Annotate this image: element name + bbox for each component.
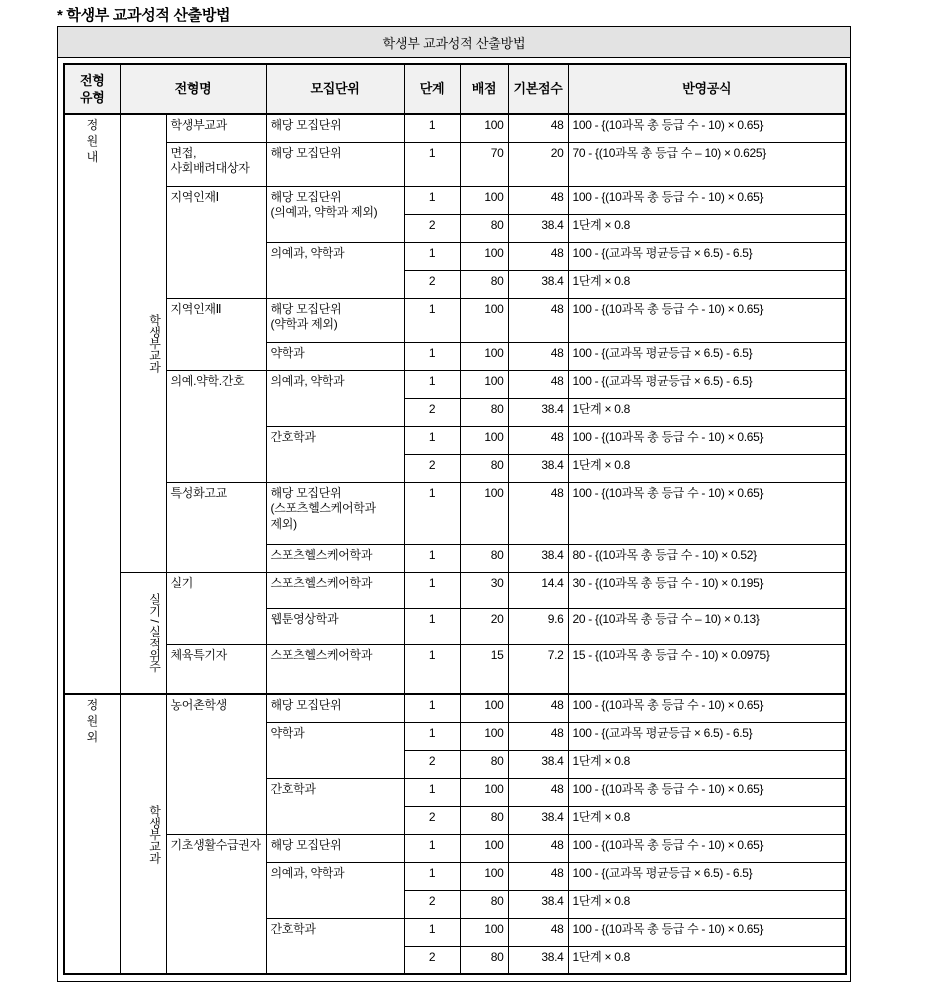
base-score-cell: 38.4: [508, 270, 568, 298]
base-score-cell: 38.4: [508, 398, 568, 426]
table-caption-text: 학생부 교과성적 산출방법: [382, 35, 526, 51]
admission-type-char: 외: [86, 729, 98, 744]
points-cell: 15: [460, 644, 508, 694]
stage-cell: 2: [404, 398, 460, 426]
formula-cell: 100 - {(10과목 총 등급 수 - 10) × 0.65}: [568, 778, 846, 806]
base-score-cell: 48: [508, 862, 568, 890]
stage-cell: 1: [404, 862, 460, 890]
base-score-cell: 48: [508, 778, 568, 806]
formula-cell: 100 - {(교과목 평균등급 × 6.5) - 6.5}: [568, 722, 846, 750]
base-score-cell: 48: [508, 482, 568, 544]
stage-cell: 1: [404, 342, 460, 370]
formula-cell: 20 - {(10과목 총 등급 수 – 10) × 0.13}: [568, 608, 846, 644]
stage-cell: 1: [404, 572, 460, 608]
stage-cell: 1: [404, 778, 460, 806]
points-cell: 100: [460, 722, 508, 750]
admission-name-cell: 기초생활수급권자: [166, 834, 266, 974]
formula-cell: 1단계 × 0.8: [568, 454, 846, 482]
admission-name-cell: 학생부교과: [166, 114, 266, 142]
header-admission-name: 전형명: [120, 64, 266, 114]
points-cell: 100: [460, 482, 508, 544]
admission-name-cell: 체육특기자: [166, 644, 266, 694]
points-cell: 100: [460, 694, 508, 722]
admission-group-label-text: 학생부교과: [147, 313, 162, 373]
recruit-unit-cell: 의예과, 약학과: [266, 862, 404, 918]
points-cell: 100: [460, 114, 508, 142]
recruit-unit-cell: 간호학과: [266, 918, 404, 974]
formula-cell: 1단계 × 0.8: [568, 214, 846, 242]
base-score-cell: 48: [508, 242, 568, 270]
recruit-unit-cell: 해당 모집단위: [266, 834, 404, 862]
stage-cell: 1: [404, 114, 460, 142]
points-cell: 100: [460, 426, 508, 454]
formula-cell: 100 - {(10과목 총 등급 수 - 10) × 0.65}: [568, 918, 846, 946]
formula-cell: 100 - {(10과목 총 등급 수 - 10) × 0.65}: [568, 114, 846, 142]
recruit-unit-cell: 의예과, 약학과: [266, 242, 404, 298]
formula-cell: 100 - {(10과목 총 등급 수 - 10) × 0.65}: [568, 694, 846, 722]
stage-cell: 2: [404, 750, 460, 778]
formula-cell: 70 - {(10과목 총 등급 수 – 10) × 0.625}: [568, 142, 846, 186]
stage-cell: 1: [404, 186, 460, 214]
points-cell: 100: [460, 834, 508, 862]
recruit-unit-cell: 간호학과: [266, 778, 404, 834]
points-cell: 80: [460, 750, 508, 778]
stage-cell: 2: [404, 454, 460, 482]
base-score-cell: 48: [508, 298, 568, 342]
recruit-unit-cell: 약학과: [266, 342, 404, 370]
points-cell: 100: [460, 778, 508, 806]
table-caption: [58, 27, 850, 58]
header-base-score: 기본점수: [508, 64, 568, 114]
table-header-row: [64, 64, 846, 114]
stage-cell: 1: [404, 694, 460, 722]
admission-name-cell: 지역인재Ⅱ: [166, 298, 266, 370]
stage-cell: 1: [404, 644, 460, 694]
header-admission-type-line1: 전형: [79, 72, 105, 88]
stage-cell: 1: [404, 722, 460, 750]
formula-cell: 30 - {(10과목 총 등급 수 - 10) × 0.195}: [568, 572, 846, 608]
header-admission-type: [64, 64, 120, 114]
formula-cell: 100 - {(교과목 평균등급 × 6.5) - 6.5}: [568, 370, 846, 398]
page-title: * 학생부 교과성적 산출방법: [57, 7, 231, 24]
points-cell: 80: [460, 270, 508, 298]
table-outer-frame: [57, 26, 851, 982]
table-row: [64, 142, 846, 186]
base-score-cell: 48: [508, 186, 568, 214]
table-row: [64, 572, 846, 608]
formula-cell: 100 - {(교과목 평균등급 × 6.5) - 6.5}: [568, 242, 846, 270]
points-cell: 80: [460, 454, 508, 482]
recruit-unit-cell: 스포츠헬스케어학과: [266, 544, 404, 572]
stage-cell: 2: [404, 270, 460, 298]
base-score-cell: 48: [508, 722, 568, 750]
recruit-unit-cell: 간호학과: [266, 426, 404, 482]
admission-type-cell: [64, 694, 120, 974]
points-cell: 100: [460, 370, 508, 398]
points-cell: 100: [460, 862, 508, 890]
formula-cell: 1단계 × 0.8: [568, 946, 846, 974]
stage-cell: 2: [404, 890, 460, 918]
admission-group-label-text: 학생부교과: [147, 804, 162, 864]
admission-type-char: 정: [86, 698, 98, 712]
formula-cell: 100 - {(10과목 총 등급 수 - 10) × 0.65}: [568, 482, 846, 544]
table-row: [64, 482, 846, 544]
base-score-cell: 38.4: [508, 750, 568, 778]
header-points: 배점: [460, 64, 508, 114]
recruit-unit-cell: 해당 모집단위 (약학과 제외): [266, 298, 404, 342]
points-cell: 100: [460, 298, 508, 342]
base-score-cell: 7.2: [508, 644, 568, 694]
admission-group-label: [120, 572, 166, 694]
admission-score-table: [63, 63, 847, 975]
base-score-cell: 48: [508, 834, 568, 862]
base-score-cell: 14.4: [508, 572, 568, 608]
recruit-unit-cell: 스포츠헬스케어학과: [266, 572, 404, 608]
base-score-cell: 38.4: [508, 454, 568, 482]
admission-type-cell: [64, 114, 120, 694]
points-cell: 100: [460, 186, 508, 214]
base-score-cell: 48: [508, 342, 568, 370]
base-score-cell: 38.4: [508, 214, 568, 242]
formula-cell: 100 - {(10과목 총 등급 수 - 10) × 0.65}: [568, 426, 846, 454]
formula-cell: 1단계 × 0.8: [568, 890, 846, 918]
points-cell: 80: [460, 890, 508, 918]
header-stage: 단계: [404, 64, 460, 114]
points-cell: 100: [460, 342, 508, 370]
admission-name-cell: 농어촌학생: [166, 694, 266, 834]
points-cell: 30: [460, 572, 508, 608]
header-admission-type-line2: 유형: [79, 90, 105, 105]
admission-name-cell: 특성화고교: [166, 482, 266, 572]
admission-name-cell: 의예.약학.간호: [166, 370, 266, 482]
base-score-cell: 48: [508, 918, 568, 946]
formula-cell: 100 - {(10과목 총 등급 수 - 10) × 0.65}: [568, 298, 846, 342]
formula-cell: 100 - {(교과목 평균등급 × 6.5) - 6.5}: [568, 862, 846, 890]
header-formula: 반영공식: [568, 64, 846, 114]
base-score-cell: 48: [508, 694, 568, 722]
stage-cell: 1: [404, 242, 460, 270]
table-row: [64, 370, 846, 398]
admission-group-label: [120, 114, 166, 572]
formula-cell: 100 - {(10과목 총 등급 수 - 10) × 0.65}: [568, 834, 846, 862]
formula-cell: 100 - {(10과목 총 등급 수 - 10) × 0.65}: [568, 186, 846, 214]
stage-cell: 2: [404, 946, 460, 974]
base-score-cell: 48: [508, 426, 568, 454]
recruit-unit-cell: 해당 모집단위: [266, 694, 404, 722]
recruit-unit-cell: 스포츠헬스케어학과: [266, 644, 404, 694]
points-cell: 80: [460, 806, 508, 834]
formula-cell: 1단계 × 0.8: [568, 270, 846, 298]
base-score-cell: 9.6: [508, 608, 568, 644]
base-score-cell: 48: [508, 114, 568, 142]
admission-group-label: [120, 694, 166, 974]
stage-cell: 1: [404, 918, 460, 946]
admission-name-cell: 지역인재Ⅰ: [166, 186, 266, 298]
table-row: [64, 644, 846, 694]
admission-name-cell: 면접, 사회배려대상자: [166, 142, 266, 186]
header-recruit-unit: 모집단위: [266, 64, 404, 114]
stage-cell: 2: [404, 214, 460, 242]
recruit-unit-cell: 해당 모집단위: [266, 142, 404, 186]
formula-cell: 1단계 × 0.8: [568, 806, 846, 834]
base-score-cell: 20: [508, 142, 568, 186]
formula-cell: 15 - {(10과목 총 등급 수 - 10) × 0.0975}: [568, 644, 846, 694]
admission-type-char: 원: [86, 133, 98, 148]
table-row: [64, 186, 846, 214]
recruit-unit-cell: 해당 모집단위: [266, 114, 404, 142]
stage-cell: 1: [404, 482, 460, 544]
points-cell: 80: [460, 544, 508, 572]
admission-name-cell: 실기: [166, 572, 266, 644]
stage-cell: 1: [404, 142, 460, 186]
stage-cell: 1: [404, 608, 460, 644]
table-body: [64, 114, 846, 974]
points-cell: 20: [460, 608, 508, 644]
points-cell: 80: [460, 946, 508, 974]
stage-cell: 1: [404, 544, 460, 572]
points-cell: 80: [460, 398, 508, 426]
points-cell: 100: [460, 918, 508, 946]
recruit-unit-cell: 웹툰영상학과: [266, 608, 404, 644]
recruit-unit-cell: 약학과: [266, 722, 404, 778]
base-score-cell: 38.4: [508, 806, 568, 834]
formula-cell: 1단계 × 0.8: [568, 750, 846, 778]
recruit-unit-cell: 해당 모집단위 (스포츠헬스케어학과 제외): [266, 482, 404, 544]
admission-group-label-text: 실기 / 실적위주: [147, 593, 162, 673]
recruit-unit-cell: 의예과, 약학과: [266, 370, 404, 426]
table-row: [64, 694, 846, 722]
stage-cell: 1: [404, 834, 460, 862]
table-row: [64, 834, 846, 862]
formula-cell: 100 - {(교과목 평균등급 × 6.5) - 6.5}: [568, 342, 846, 370]
base-score-cell: 48: [508, 370, 568, 398]
formula-cell: 80 - {(10과목 총 등급 수 - 10) × 0.52}: [568, 544, 846, 572]
base-score-cell: 38.4: [508, 946, 568, 974]
stage-cell: 2: [404, 806, 460, 834]
base-score-cell: 38.4: [508, 890, 568, 918]
recruit-unit-cell: 해당 모집단위 (의예과, 약학과 제외): [266, 186, 404, 242]
points-cell: 100: [460, 242, 508, 270]
stage-cell: 1: [404, 426, 460, 454]
table-row: [64, 114, 846, 142]
stage-cell: 1: [404, 370, 460, 398]
admission-type-char: 원: [86, 713, 98, 728]
points-cell: 70: [460, 142, 508, 186]
admission-type-char: 정: [86, 118, 98, 132]
base-score-cell: 38.4: [508, 544, 568, 572]
admission-type-char: 내: [86, 149, 98, 164]
points-cell: 80: [460, 214, 508, 242]
table-row: [64, 298, 846, 342]
formula-cell: 1단계 × 0.8: [568, 398, 846, 426]
stage-cell: 1: [404, 298, 460, 342]
